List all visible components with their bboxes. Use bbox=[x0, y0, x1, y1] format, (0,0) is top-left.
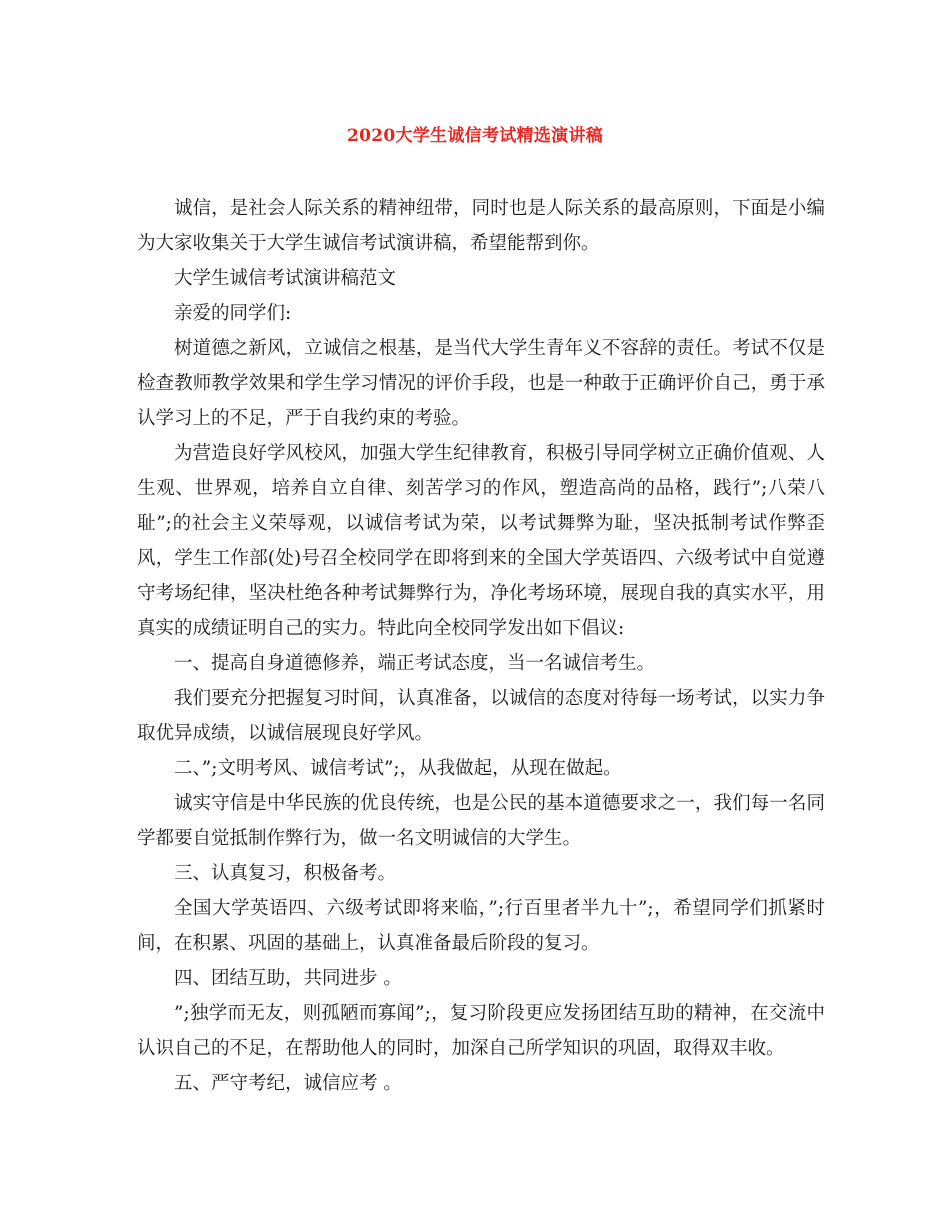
section-heading-1: 一、提高自身道德修养，端正考试态度，当一名诚信考生。 bbox=[174, 653, 656, 674]
document-title: 2020大学生诚信考试精选演讲稿 bbox=[346, 126, 604, 146]
paragraph-salutation: 亲爱的同学们: bbox=[174, 303, 292, 324]
section-heading-2: 二、”;文明考风、诚信考试”;，从我做起，从现在做起。 bbox=[174, 758, 622, 779]
paragraph: 我们要充分把握复习时间，认真准备，以诚信的态度对待每一场考试，以实力争取优异成绩，以诚信展现良好学风。 bbox=[137, 688, 825, 744]
document-body bbox=[137, 191, 825, 1101]
paragraph: 全国大学英语四、六级考试即将来临，”;行百里者半九十”;，希望同学们抓紧时间，在积累、巩固的基础上，认真准备最后阶段的复习。 bbox=[137, 898, 825, 954]
paragraph-subtitle: 大学生诚信考试演讲稿范文 bbox=[174, 268, 397, 289]
paragraph: 树道德之新风，立诚信之根基，是当代大学生青年义不容辞的责任。考试不仅是检查教师教学效果和学生学习情况的评价手段，也是一种敢于正确评价自己，勇于承认学习上的不足，严于自我约束的考验。 bbox=[137, 338, 825, 429]
section-heading-3: 三、认真复习，积极备考。 bbox=[174, 863, 397, 884]
paragraph: 诚实守信是中华民族的优良传统，也是公民的基本道德要求之一，我们每一名同学都要自觉抵制作弊行为，做一名文明诚信的大学生。 bbox=[137, 793, 825, 849]
section-heading-4: 四、团结互助，共同进步 。 bbox=[174, 968, 402, 989]
section-heading-5: 五、严守考纪，诚信应考 。 bbox=[174, 1073, 402, 1094]
paragraph: ”;独学而无友，则孤陋而寡闻”;，复习阶段更应发扬团结互助的精神，在交流中认识自己的不足，在帮助他人的同时，加深自己所学知识的巩固，取得双丰收。 bbox=[137, 1003, 825, 1059]
paragraph-intro: 诚信，是社会人际关系的精神纽带，同时也是人际关系的最高原则，下面是小编为大家收集关于大学生诚信考试演讲稿，希望能帮到你。 bbox=[137, 198, 825, 254]
paragraph: 为营造良好学风校风，加强大学生纪律教育，积极引导同学树立正确价值观、人生观、世界观，培养自立自律、刻苦学习的作风，塑造高尚的品格，践行”;八荣八耻”;的社会主义荣辱观，以诚信考试为荣，以考试舞弊为耻，坚决抵制考试作弊歪风，学生工作部(处)号召全校同学在即将到来的全国大学英语四、六级考试中自觉遵守考场纪律，坚决杜绝各种考试舞弊行为，净化考场环境，展现自我的真实水平，用真实的成绩证明自己的实力。特此向全校同学发出如下倡议: bbox=[137, 443, 825, 639]
